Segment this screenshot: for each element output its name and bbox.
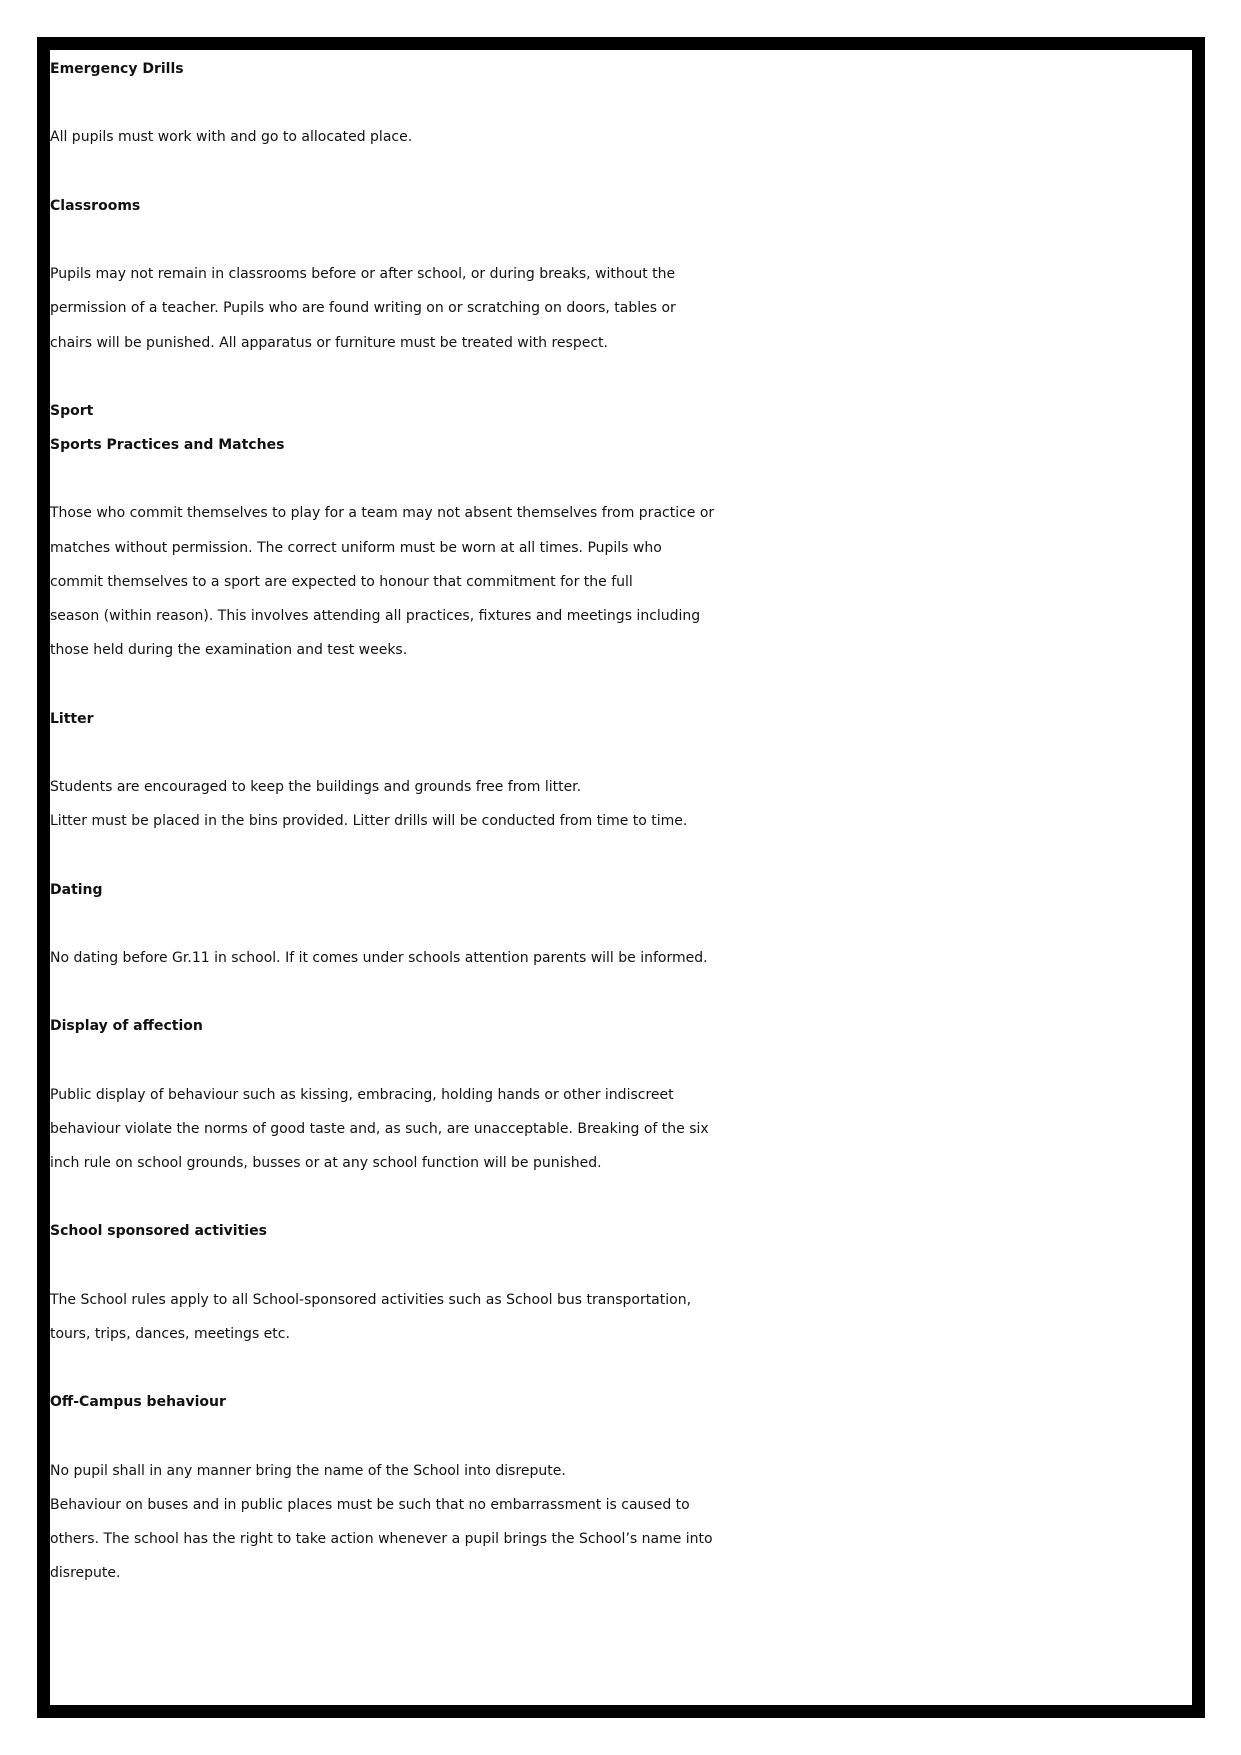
document-body (50, 52, 1190, 1590)
section-heading-sport: Sport (50, 402, 94, 419)
paragraph-line: The School rules apply to all School-sponsored activities such as School bus transportation, (50, 1291, 692, 1308)
section-subheading-sports-practices: Sports Practices and Matches (50, 437, 285, 454)
paragraph-line: matches without permission. The correct uniform must be worn at all times. Pupils who (50, 539, 662, 556)
paragraph-line: All pupils must work with and go to allocated place. (50, 129, 413, 146)
paragraph-line: permission of a teacher. Pupils who are found writing on or scratching on doors, tables or (50, 300, 676, 317)
paragraph-line: Those who commit themselves to play for a team may not absent themselves from practice or (50, 505, 715, 522)
section-heading-litter: Litter (50, 710, 94, 727)
paragraph-line: Students are encouraged to keep the buildings and grounds free from litter. (50, 778, 582, 795)
section-heading-off-campus-behaviour: Off-Campus behaviour (50, 1394, 226, 1411)
paragraph-line: Public display of behaviour such as kissing, embracing, holding hands or other indiscreet (50, 1086, 674, 1103)
section-heading-emergency-drills: Emergency Drills (50, 61, 184, 77)
paragraph-line: Litter must be placed in the bins provided. Litter drills will be conducted from time to time. (50, 813, 688, 830)
section-heading-classrooms: Classrooms (50, 197, 141, 214)
paragraph-line: chairs will be punished. All apparatus or furniture must be treated with respect. (50, 334, 608, 351)
paragraph-line: No dating before Gr.11 in school. If it comes under schools attention parents will be informed. (50, 949, 708, 966)
paragraph-line: No pupil shall in any manner bring the name of the School into disrepute. (50, 1462, 566, 1479)
paragraph-line: disrepute. (50, 1565, 121, 1582)
paragraph-line: inch rule on school grounds, busses or at any school function will be punished. (50, 1155, 602, 1171)
paragraph-line: season (within reason). This involves attending all practices, fixtures and meetings including (50, 608, 701, 624)
paragraph-line: Behaviour on buses and in public places must be such that no embarrassment is caused to (50, 1496, 690, 1513)
paragraph-line: commit themselves to a sport are expected to honour that commitment for the full (50, 573, 633, 590)
paragraph-line: behaviour violate the norms of good taste and, as such, are unacceptable. Breaking of the six (50, 1120, 709, 1137)
paragraph-line: others. The school has the right to take action whenever a pupil brings the School’s name into (50, 1531, 713, 1548)
paragraph-line: tours, trips, dances, meetings etc. (50, 1325, 290, 1342)
section-heading-display-of-affection: Display of affection (50, 1018, 203, 1035)
paragraph-line: those held during the examination and test weeks. (50, 642, 408, 659)
section-heading-school-sponsored-activities: School sponsored activities (50, 1223, 267, 1240)
paragraph-line: Pupils may not remain in classrooms before or after school, or during breaks, without the (50, 266, 676, 283)
section-heading-dating: Dating (50, 881, 103, 898)
